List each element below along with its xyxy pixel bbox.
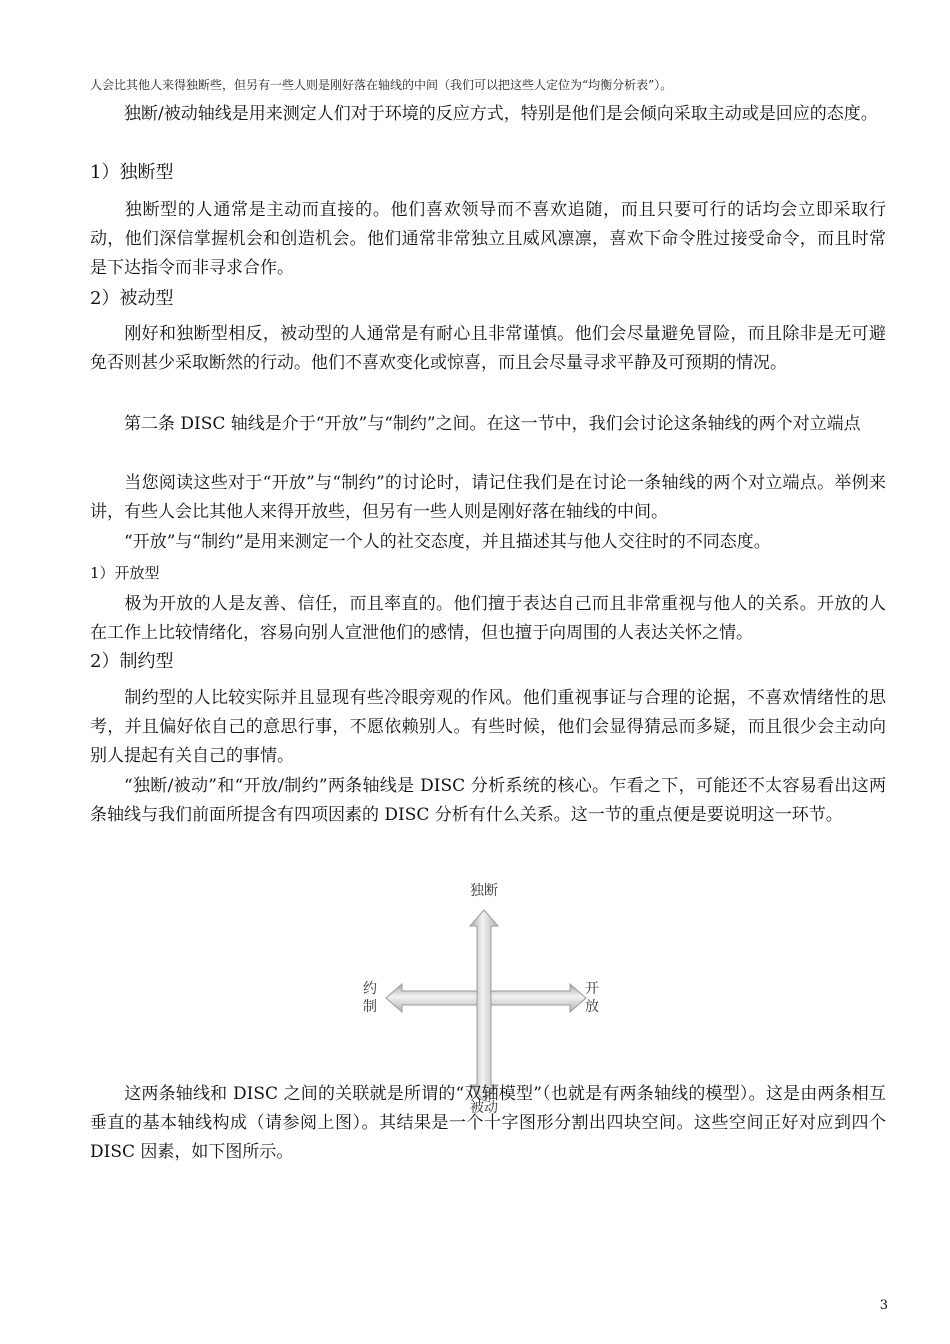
paragraph-text: 极为开放的人是友善、信任，而且率直的。他们擅于表达自己而且非常重视与他人的关系。开放的人在工作上比较情绪化，容易向别人宣泄他们的感情，但也擅于向周围的人表达关怀之情。 (90, 594, 886, 643)
paragraph-axis-definition (90, 100, 886, 129)
paragraph-passive (90, 320, 886, 378)
paragraph-disc-core (90, 772, 886, 830)
heading-open: 1）开放型 (90, 564, 160, 582)
page-number: 3 (879, 1298, 888, 1313)
paragraph-restrained (90, 684, 886, 771)
paragraph-open (90, 590, 886, 648)
label-open-2: 放 (585, 999, 599, 1015)
paragraph-reading-note (90, 469, 886, 527)
paragraph-text: “开放”与“制约”是用来测定一个人的社交态度，并且描述其与他人交往时的不同态度。 (124, 532, 771, 552)
paragraph-text: 刚好和独断型相反，被动型的人通常是有耐心且非常谨慎。他们会尽量避免冒险，而且除非是无可避免否则甚少采取断然的行动。他们不喜欢变化或惊喜，而且会尽量寻求平静及可预期的情况。 (90, 324, 886, 373)
heading-restrained: 2）制约型 (90, 651, 174, 672)
paragraph-text: 第二条 DISC 轴线是介于“开放”与“制约”之间。在这一节中，我们会讨论这条轴线的两个对立端点 (124, 414, 861, 434)
paragraph-text: 这两条轴线和 DISC 之间的关联就是所谓的“双轴模型”（也就是有两条轴线的模型）。这是由两条相互垂直的基本轴线构成（请参阅上图）。其结果是一个十字图形分割出四块空间。这些空间正好对应到四个 DISC 因素，如下图所示。 (90, 1084, 886, 1162)
paragraph-text: 制约型的人比较实际并且显现有些冷眼旁观的作风。他们重视事证与合理的论据，不喜欢情绪性的思考，并且偏好依自己的意思行事，不愿依赖别人。有些时候，他们会显得猜忌而多疑，而且很少会主动向别人提起有关自己的事情。 (90, 688, 886, 766)
paragraph-text: “独断/被动”和“开放/制约”两条轴线是 DISC 分析系统的核心。乍看之下，可能还不太容易看出这两条轴线与我们前面所提含有四项因素的 DISC 分析有什么关系。这一节的重点便是要说明这一环节。 (90, 776, 886, 825)
paragraph-assertive (90, 196, 886, 283)
label-restrained-2: 制 (363, 999, 377, 1015)
label-open-1: 开 (585, 981, 599, 997)
heading-passive: 2）被动型 (90, 288, 174, 309)
paragraph-text: 独断型的人通常是主动而直接的。他们喜欢领导而不喜欢追随，而且只要可行的话均会立即采取行动，他们深信掌握机会和创造机会。他们通常非常独立且威风凛凛，喜欢下命令胜过接受命令，而且时常是下达指令而非寻求合作。 (90, 200, 886, 278)
label-assertive: 独断 (470, 883, 498, 899)
paragraph-text: 当您阅读这些对于“开放”与“制约”的讨论时，请记住我们是在讨论一条轴线的两个对立端点。举例来讲，有些人会比其他人来得开放些，但另有一些人则是刚好落在轴线的中间。 (90, 473, 886, 522)
heading-assertive: 1）独断型 (90, 162, 174, 183)
label-passive: 被动 (470, 1100, 498, 1115)
paragraph-text: 独断/被动轴线是用来测定人们对于环境的反应方式，特别是他们是会倾向采取主动或是回应的态度。 (124, 104, 878, 124)
paragraph-social-attitude (90, 528, 886, 557)
paragraph-second-axis (90, 410, 886, 439)
top-continuation-line: 人会比其他人来得独断些，但另有一些人则是刚好落在轴线的中间（我们可以把这些人定位为“均衡分析表”）。 (90, 78, 673, 92)
paragraph-two-axis-model (90, 1080, 886, 1167)
label-restrained-1: 约 (363, 981, 377, 997)
